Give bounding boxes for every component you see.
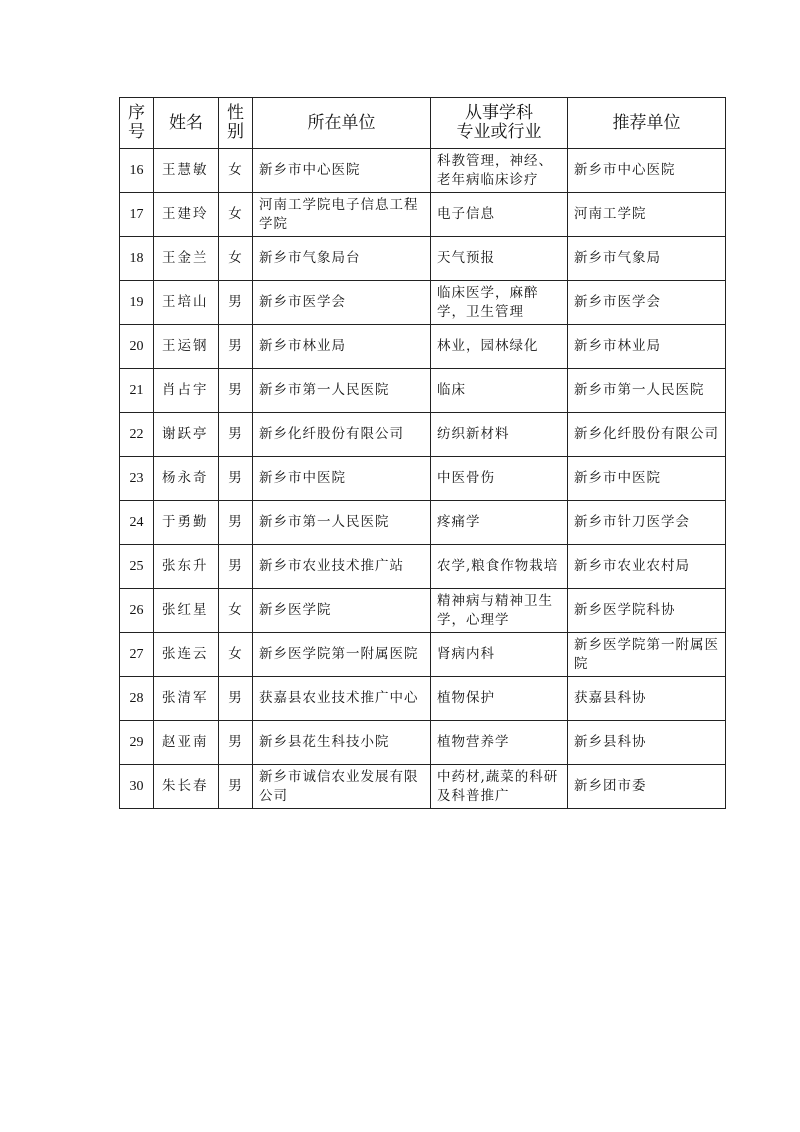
cell-recommender: 新乡县科协 bbox=[568, 721, 726, 765]
cell-recommender: 新乡化纤股份有限公司 bbox=[568, 413, 726, 457]
cell-no: 21 bbox=[120, 369, 154, 413]
cell-recommender: 新乡市气象局 bbox=[568, 237, 726, 281]
cell-gender: 男 bbox=[219, 721, 253, 765]
cell-name: 王培山 bbox=[154, 281, 219, 325]
cell-gender: 女 bbox=[219, 149, 253, 193]
cell-name: 朱长春 bbox=[154, 765, 219, 809]
cell-unit: 新乡市中医院 bbox=[253, 457, 431, 501]
cell-field: 中医骨伤 bbox=[431, 457, 568, 501]
cell-name: 于勇勤 bbox=[154, 501, 219, 545]
cell-unit: 新乡市林业局 bbox=[253, 325, 431, 369]
table-row bbox=[120, 501, 726, 545]
cell-unit: 新乡市中心医院 bbox=[253, 149, 431, 193]
cell-name: 谢跃亭 bbox=[154, 413, 219, 457]
cell-gender: 男 bbox=[219, 413, 253, 457]
cell-recommender: 新乡医学院科协 bbox=[568, 589, 726, 633]
cell-name: 王运钢 bbox=[154, 325, 219, 369]
cell-gender: 男 bbox=[219, 325, 253, 369]
header-no: 序号 bbox=[120, 98, 154, 149]
cell-field: 肾病内科 bbox=[431, 633, 568, 677]
cell-field: 疼痛学 bbox=[431, 501, 568, 545]
table-body bbox=[120, 149, 726, 809]
cell-name: 肖占宇 bbox=[154, 369, 219, 413]
cell-unit: 新乡市第一人民医院 bbox=[253, 501, 431, 545]
cell-no: 24 bbox=[120, 501, 154, 545]
cell-gender: 男 bbox=[219, 677, 253, 721]
cell-recommender: 新乡团市委 bbox=[568, 765, 726, 809]
cell-no: 19 bbox=[120, 281, 154, 325]
cell-recommender: 获嘉县科协 bbox=[568, 677, 726, 721]
cell-field: 林业，园林绿化 bbox=[431, 325, 568, 369]
cell-no: 23 bbox=[120, 457, 154, 501]
cell-gender: 女 bbox=[219, 193, 253, 237]
cell-gender: 女 bbox=[219, 633, 253, 677]
cell-recommender: 新乡市农业农村局 bbox=[568, 545, 726, 589]
cell-recommender: 新乡市林业局 bbox=[568, 325, 726, 369]
cell-field: 电子信息 bbox=[431, 193, 568, 237]
cell-name: 赵亚南 bbox=[154, 721, 219, 765]
cell-name: 张红星 bbox=[154, 589, 219, 633]
cell-no: 30 bbox=[120, 765, 154, 809]
cell-field: 科教管理，神经、老年病临床诊疗 bbox=[431, 149, 568, 193]
table-row bbox=[120, 413, 726, 457]
cell-recommender: 新乡市中医院 bbox=[568, 457, 726, 501]
cell-field: 临床 bbox=[431, 369, 568, 413]
table-row bbox=[120, 325, 726, 369]
cell-unit: 河南工学院电子信息工程学院 bbox=[253, 193, 431, 237]
cell-gender: 男 bbox=[219, 501, 253, 545]
cell-field: 植物保护 bbox=[431, 677, 568, 721]
cell-gender: 女 bbox=[219, 237, 253, 281]
cell-gender: 男 bbox=[219, 545, 253, 589]
cell-recommender: 新乡市针刀医学会 bbox=[568, 501, 726, 545]
table-row bbox=[120, 369, 726, 413]
cell-field: 临床医学，麻醉学，卫生管理 bbox=[431, 281, 568, 325]
cell-recommender: 河南工学院 bbox=[568, 193, 726, 237]
cell-name: 张清军 bbox=[154, 677, 219, 721]
cell-no: 16 bbox=[120, 149, 154, 193]
cell-unit: 新乡化纤股份有限公司 bbox=[253, 413, 431, 457]
table-row bbox=[120, 545, 726, 589]
cell-name: 王金兰 bbox=[154, 237, 219, 281]
cell-unit: 新乡市诚信农业发展有限公司 bbox=[253, 765, 431, 809]
cell-unit: 新乡医学院 bbox=[253, 589, 431, 633]
cell-unit: 新乡市气象局台 bbox=[253, 237, 431, 281]
header-field bbox=[431, 98, 568, 149]
table-row bbox=[120, 281, 726, 325]
header-field-line1: 从事学科 bbox=[465, 103, 533, 123]
cell-unit: 新乡县花生科技小院 bbox=[253, 721, 431, 765]
cell-unit: 获嘉县农业技术推广中心 bbox=[253, 677, 431, 721]
cell-no: 27 bbox=[120, 633, 154, 677]
cell-name: 王建玲 bbox=[154, 193, 219, 237]
table-row bbox=[120, 457, 726, 501]
cell-no: 25 bbox=[120, 545, 154, 589]
header-name: 姓名 bbox=[154, 98, 219, 149]
table-row bbox=[120, 589, 726, 633]
cell-no: 29 bbox=[120, 721, 154, 765]
table-row bbox=[120, 721, 726, 765]
cell-no: 26 bbox=[120, 589, 154, 633]
table-row bbox=[120, 677, 726, 721]
table-header-row bbox=[120, 98, 726, 149]
cell-field: 纺织新材料 bbox=[431, 413, 568, 457]
table-row bbox=[120, 765, 726, 809]
cell-field: 精神病与精神卫生学，心理学 bbox=[431, 589, 568, 633]
cell-field: 植物营养学 bbox=[431, 721, 568, 765]
cell-gender: 男 bbox=[219, 457, 253, 501]
cell-name: 张东升 bbox=[154, 545, 219, 589]
cell-no: 22 bbox=[120, 413, 154, 457]
cell-no: 20 bbox=[120, 325, 154, 369]
header-recommender: 推荐单位 bbox=[568, 98, 726, 149]
cell-unit: 新乡市第一人民医院 bbox=[253, 369, 431, 413]
cell-field: 中药材,蔬菜的科研及科普推广 bbox=[431, 765, 568, 809]
cell-gender: 男 bbox=[219, 369, 253, 413]
cell-recommender: 新乡市第一人民医院 bbox=[568, 369, 726, 413]
cell-no: 17 bbox=[120, 193, 154, 237]
table-row bbox=[120, 193, 726, 237]
table-row bbox=[120, 237, 726, 281]
cell-unit: 新乡医学院第一附属医院 bbox=[253, 633, 431, 677]
cell-name: 杨永奇 bbox=[154, 457, 219, 501]
cell-gender: 女 bbox=[219, 589, 253, 633]
cell-name: 张连云 bbox=[154, 633, 219, 677]
cell-field: 农学,粮食作物栽培 bbox=[431, 545, 568, 589]
cell-name: 王慧敏 bbox=[154, 149, 219, 193]
cell-gender: 男 bbox=[219, 281, 253, 325]
cell-recommender: 新乡市中心医院 bbox=[568, 149, 726, 193]
cell-no: 18 bbox=[120, 237, 154, 281]
cell-field: 天气预报 bbox=[431, 237, 568, 281]
header-field-line2: 专业或行业 bbox=[456, 122, 542, 142]
candidate-table bbox=[119, 97, 726, 809]
header-unit: 所在单位 bbox=[253, 98, 431, 149]
cell-recommender: 新乡医学院第一附属医院 bbox=[568, 633, 726, 677]
cell-unit: 新乡市农业技术推广站 bbox=[253, 545, 431, 589]
table-row bbox=[120, 633, 726, 677]
table-row bbox=[120, 149, 726, 193]
cell-no: 28 bbox=[120, 677, 154, 721]
header-gender: 性别 bbox=[219, 98, 253, 149]
cell-unit: 新乡市医学会 bbox=[253, 281, 431, 325]
cell-recommender: 新乡市医学会 bbox=[568, 281, 726, 325]
cell-gender: 男 bbox=[219, 765, 253, 809]
